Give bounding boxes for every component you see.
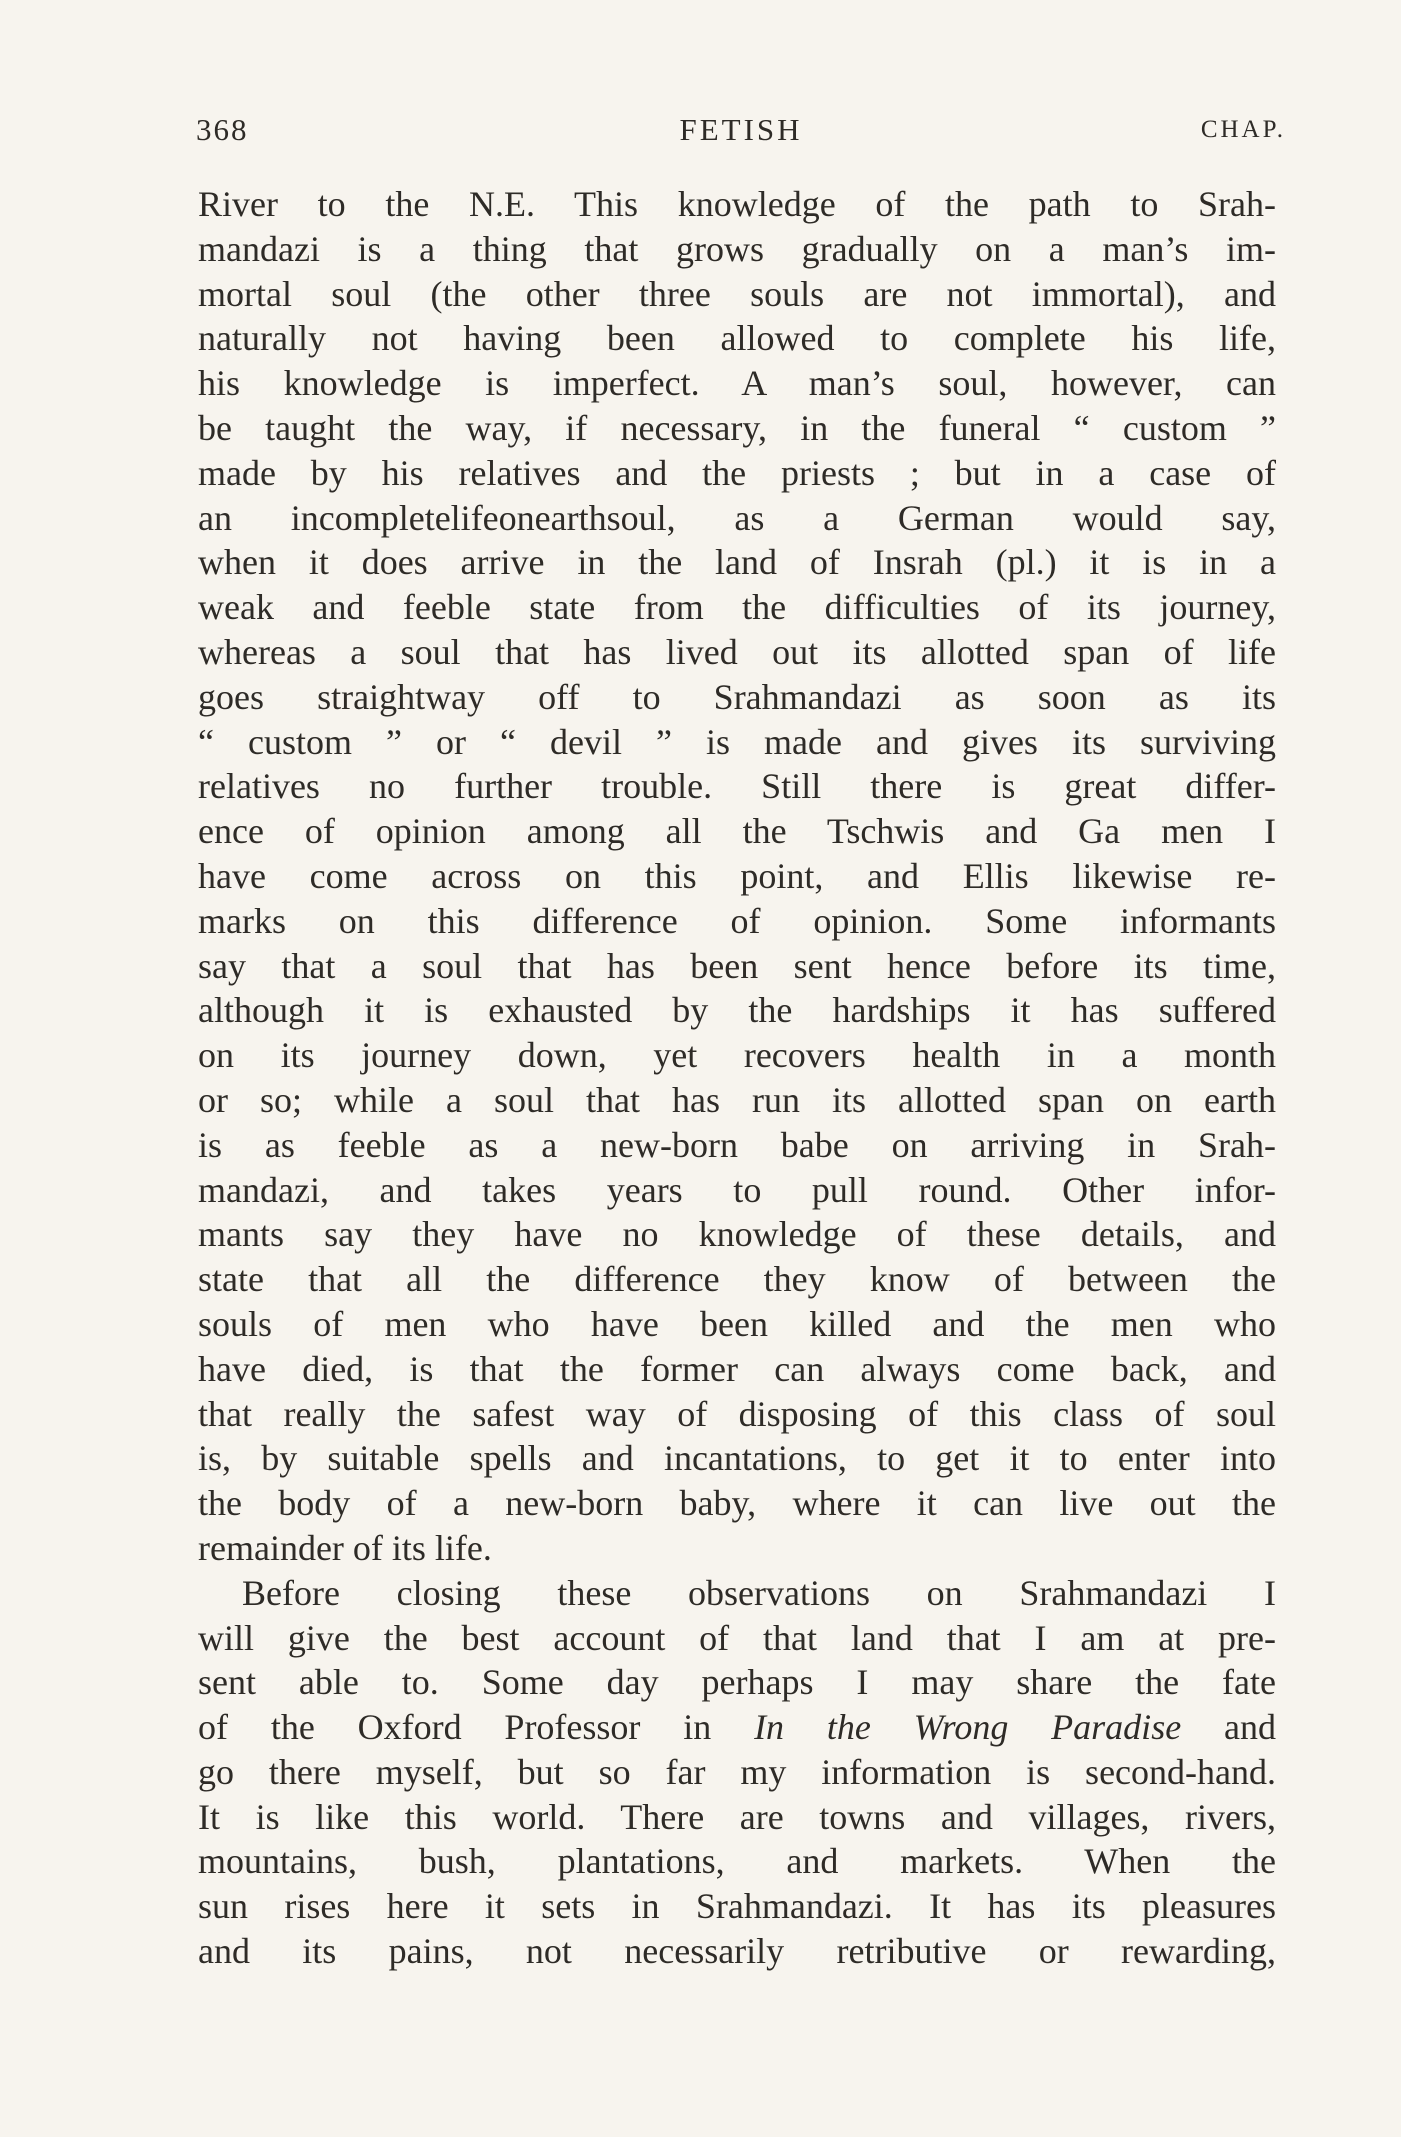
text-line: mountains, bush, plantations, and markets. When the	[198, 1841, 1276, 1882]
text-line: goes straightway off to Srahmandazi as soon as its	[198, 676, 1276, 717]
text-line: weak and feeble state from the difficulties of its journey,	[198, 587, 1276, 628]
line-text-after-title: and	[1181, 1707, 1276, 1748]
text-line: say that a soul that has been sent hence before its time,	[198, 945, 1276, 986]
running-head	[196, 112, 1286, 152]
text-line: the body of a new-born baby, where it can live out the	[198, 1483, 1276, 1524]
text-line: naturally not having been allowed to complete his life,	[198, 318, 1276, 359]
text-line: have died, is that the former can always come back, and	[198, 1348, 1276, 1389]
text-line: and its pains, not necessarily retributive or rewarding,	[198, 1931, 1276, 1972]
text-line-with-title	[198, 1705, 1276, 1750]
text-line: his knowledge is imperfect. A man’s soul, however, can	[198, 363, 1276, 404]
text-line: when it does arrive in the land of Insrah (pl.) it is in a	[198, 542, 1276, 583]
text-line: state that all the difference they know of between the	[198, 1259, 1276, 1300]
text-line: marks on this difference of opinion. Some informants	[198, 900, 1276, 941]
line-text-before-title: of the Oxford Professor in	[198, 1707, 755, 1748]
paragraph-end-line: remainder of its life.	[198, 1527, 492, 1568]
text-line: ence of opinion among all the Tschwis and Ga men I	[198, 811, 1276, 852]
text-line: is, by suitable spells and incantations, to get it to enter into	[198, 1438, 1276, 1479]
text-line: It is like this world. There are towns and villages, rivers,	[198, 1796, 1276, 1837]
text-line: sun rises here it sets in Srahmandazi. It has its pleasures	[198, 1886, 1276, 1927]
text-line: on its journey down, yet recovers health in a month	[198, 1035, 1276, 1076]
chapter-label: CHAP.	[1200, 116, 1286, 143]
text-line: mandazi is a thing that grows gradually on a man’s im-	[198, 228, 1276, 269]
text-line: although it is exhausted by the hardships it has suffered	[198, 990, 1276, 1031]
text-line: be taught the way, if necessary, in the funeral “ custom ”	[198, 407, 1276, 448]
text-line: relatives no further trouble. Still there is great differ-	[198, 766, 1276, 807]
body-text	[198, 182, 1276, 1974]
text-line: have come across on this point, and Ellis likewise re-	[198, 855, 1276, 896]
text-line: that really the safest way of disposing of this class of soul	[198, 1393, 1276, 1434]
text-line: “ custom ” or “ devil ” is made and gives its surviving	[198, 721, 1276, 762]
text-line: or so; while a soul that has run its allotted span on earth	[198, 1079, 1276, 1120]
page-number: 368	[196, 112, 249, 147]
text-line: River to the N.E. This knowledge of the path to Srah-	[198, 184, 1276, 224]
text-line: whereas a soul that has lived out its allotted span of life	[198, 631, 1276, 672]
paragraph-start-line: Before closing these observations on Srahmandazi I	[242, 1572, 1276, 1613]
text-line: mants say they have no knowledge of these details, and	[198, 1214, 1276, 1255]
text-line: go there myself, but so far my information is second-hand.	[198, 1751, 1276, 1792]
text-line: sent able to. Some day perhaps I may share the fate	[198, 1662, 1276, 1703]
text-line: mandazi, and takes years to pull round. Other infor-	[198, 1169, 1276, 1210]
text-line: souls of men who have been killed and the men who	[198, 1303, 1276, 1344]
running-title: FETISH	[679, 112, 803, 147]
book-title-italic: In the Wrong Paradise	[754, 1707, 1182, 1748]
text-line: made by his relatives and the priests ; but in a case of	[198, 452, 1276, 493]
text-line: mortal soul (the other three souls are not immortal), and	[198, 273, 1276, 314]
text-line: is as feeble as a new-born babe on arriving in Srah-	[198, 1124, 1276, 1165]
text-line: will give the best account of that land that I am at pre-	[198, 1617, 1276, 1658]
text-line: an incompletelifeonearthsoul, as a German would say,	[198, 497, 1276, 538]
